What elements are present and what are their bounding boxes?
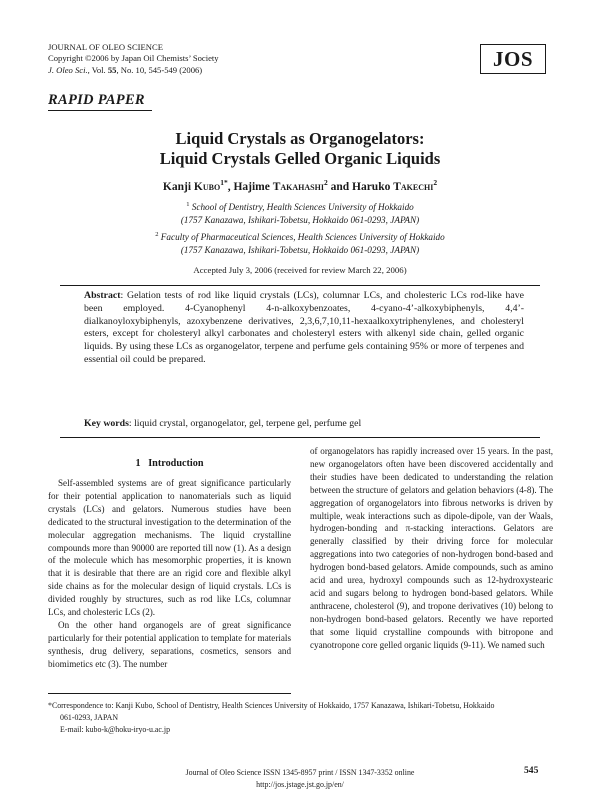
citation-line [48,65,219,76]
author-2-sup: 2 [323,178,328,187]
affiliation-1-sup: 1 [186,201,190,208]
intro-left-column [48,477,291,671]
abstract [84,290,524,367]
journal-header [48,42,219,76]
affiliations [0,198,600,257]
affiliation-2 [0,228,600,244]
journal-logo: JOS [480,44,546,74]
footnote-email: E-mail: kubo-k@hoku-iryo-u.ac.jp [60,725,171,735]
author-1-last: Kubo [193,180,221,193]
intro-paragraph-3: of organogelators has rapidly increased over 15 years. In the past, new organogelators often have been discovered accidentally and their studies have been dedicated to understanding the relation between the structure of gelators and gelation behaviors (4-8). The aggregation of organogelators into fibrous networks is driven by multiple, weak interactions such as dipole-dipole, van der Waals, hydrogen-bonding and π-stacking interactions. Gelators are generally classified by their driving force for molecular aggregations into two categories of non-hydrogen bond-based and hydrogen bond-based gelators. Amide compounds, such as amino acid and urea, hydroxyl compounds such as 12-hydroxystearic acid and sugars belong to hydrogen bond-based gelators. While anthracene, cholesterol (9), and tropone derivatives (10) belong to non-hydrogen bond-based gelators. Recently we have reported that some liquid crystalline compounds with bitropone and cyanotropone core gelled organic liquids (9-11). We named such [310,446,553,650]
footnote-line-2: 061-0293, JAPAN [60,713,119,723]
author-2-last: Takahashi [272,180,324,193]
author-1-first: Kanji [162,180,194,193]
footnote-rule [48,693,291,694]
abstract-text: : Gelation tests of rod like liquid crystals (LCs), columnar LCs, and cholesteric LCs rod-like have been employed. 4-Cyanophenyl 4-n-alkoxybenzoates, 4-cyano-4’-alkoxybiphenyls, 4,4’-dialkanoyloxybiphenyls, azoxybenzene derivatives, 2,3,6,7,10,11-hexaalkoxytriphenylenes, and cholesteryl esters, except for cholesteryl alkyl carbonates and cholesteryl esters with alkenyl side chain, gelled organic liquids. By using these LCs as organogelator, terpene and perfume gels containing 95% or more of terpenes and essential oil could be prepared. [84,290,524,365]
footer-url[interactable]: http://jos.jstage.jst.go.jp/en/ [256,780,344,789]
author-3-sup: 2 [433,178,438,187]
footer-issn: Journal of Oleo Science ISSN 1345-8957 print / ISSN 1347-3352 online [185,768,415,777]
author-3-last: Takechi [393,180,434,193]
page-number: 545 [524,765,539,776]
intro-paragraph-1: Self-assembled systems are of great significance particularly for their potential application to nanomaterials such as liquid crystals (LCs) and gelators. Numerous studies have been dedicated to the structural investigation to the determination of the molecular aggregation mechanisms. The liquid crystalline compounds more than 90000 are reported till now (1). As a design of the molecule which has mesomorphic properties, it is known that it is desirable that there are an rigid core and flexible alkyl side chains as for the molecular design of liquid crystals. LCs is divided roughly by structures, such as rod like LCs, columnar LCs, and cholesteric LCs (2). [48,478,291,618]
citation-vol-prefix: , Vol. [87,64,108,75]
section-number: 1 [135,458,141,469]
affiliation-1 [0,198,600,214]
journal-name: JOURNAL OF OLEO SCIENCE [48,42,163,52]
abstract-label: Abstract [84,290,121,301]
section-heading [48,458,291,469]
correspondence-footnote [48,700,553,737]
affiliation-2-address: (1757 Kanazawa, Ishikari-Tobetsu, Hokkaido 061-0293, JAPAN) [180,245,420,256]
article-type: RAPID PAPER [48,92,152,111]
article-title [0,129,600,169]
author-2-first: , Hajime [227,180,273,193]
affiliation-2-line1: Faculty of Pharmaceutical Sciences, Health Sciences University of Hokkaido [160,231,445,242]
keywords [84,418,524,429]
copyright-line: Copyright ©2006 by Japan Oil Chemists’ Society [48,53,219,64]
title-line-2: Liquid Crystals Gelled Organic Liquids [159,149,441,168]
footnote-line-1: *Correspondence to: Kanji Kubo, School of Dentistry, Health Sciences University of Hokkaido, 1757 Kanazawa, Ishikari-Tobetsu, Hokkaido [48,701,495,710]
title-line-1: Liquid Crystals as Organogelators: [175,129,425,148]
author-list [0,178,600,193]
accepted-date: Accepted July 3, 2006 (received for review March 22, 2006) [193,265,407,275]
citation-journal: J. Oleo Sci. [48,64,88,75]
affiliation-1-line1: School of Dentistry, Health Sciences University of Hokkaido [191,202,414,213]
keywords-label: Key words [84,418,129,429]
author-1-sup: 1* [220,178,228,187]
page-footer [0,767,600,791]
keywords-text: : liquid crystal, organogelator, gel, terpene gel, perfume gel [128,418,362,429]
intro-right-column [310,445,553,652]
affiliation-1-address: (1757 Kanazawa, Ishikari-Tobetsu, Hokkaido 061-0293, JAPAN) [180,215,420,226]
author-3-first: and Haruko [327,180,394,193]
affiliation-2-sup: 2 [155,230,159,238]
section-title: Introduction [148,458,204,469]
citation-rest: , No. 10, 545-549 (2006) [116,64,203,75]
citation-volume: 55 [107,64,117,75]
intro-paragraph-2: On the other hand organogels are of great significance particularly for their potential application to template for materials synthesis, drug delivery, separations, cosmetics, sensors and biomimetics etc (3). The number [48,619,291,669]
